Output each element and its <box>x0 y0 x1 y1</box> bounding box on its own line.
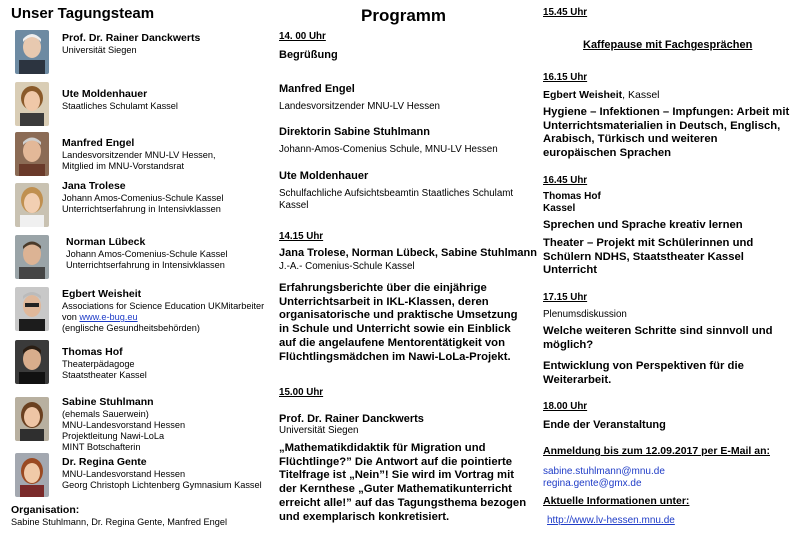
speaker-engel: Manfred Engel <box>279 83 355 95</box>
portrait-moldenhauer <box>15 82 49 126</box>
member-engel: Manfred Engel Landesvorsitzender MNU-LV Hessen, Mitglied im MNU-Vorstandsrat <box>62 137 216 171</box>
registration-heading: Anmeldung bis zum 12.09.2017 per E-Mail an: <box>543 445 770 457</box>
portrait-gente <box>15 453 49 497</box>
session-1500-university: Universität Siegen <box>279 425 359 436</box>
team-heading: Unser Tagungsteam <box>11 5 155 22</box>
registration-emails <box>543 466 665 490</box>
session-1500-description: „Mathematikdidaktik für Migration und Flüchtlinge?” Die Antwort auf die pointierte Titelfrage ist „Nein”! Sie wird im Vortrag mit der Kernthese „Guter Mathematikunterricht erreicht alle!” auf das Tagungsthema bezogen und exemplarisch konkretisiert. <box>279 442 527 523</box>
time-1645: 16.45 Uhr <box>543 175 588 186</box>
member-weisheit: Egbert Weisheit Associations for Science Education UKMitarbeiter von www.e-bug.eu (englische Gesundheitsbehörden) <box>62 288 265 333</box>
member-hof: Thomas Hof Theaterpädagoge Staatstheater Kassel <box>62 346 147 380</box>
organisation: Organisation: Sabine Stuhlmann, Dr. Regina Gente, Manfred Engel <box>11 504 228 527</box>
member-gente: Dr. Regina Gente MNU-Landesvorstand Hessen Georg Christoph Lichtenberg Gymnasium Kassel <box>62 456 262 490</box>
coffee-break: Kaffepause mit Fachgesprächen <box>583 39 753 51</box>
time-1800: 18.00 Uhr <box>543 401 588 412</box>
portrait-luebeck <box>15 235 49 279</box>
time-1415: 14.15 Uhr <box>279 231 324 242</box>
email-stuhlmann-link[interactable]: sabine.stuhlmann@mnu.de <box>543 466 665 477</box>
speaker-stuhlmann-role: Johann-Amos-Comenius Schule, MNU-LV Hessen <box>279 144 498 155</box>
portrait-hof <box>15 340 49 384</box>
member-moldenhauer: Ute Moldenhauer Staatliches Schulamt Kassel <box>62 88 178 111</box>
plenum-perspective: Entwicklung von Perspektiven für die Weiterarbeit. <box>543 360 744 386</box>
portrait-weisheit <box>15 287 49 331</box>
speaker-engel-role: Landesvorsitzender MNU-LV Hessen <box>279 101 440 112</box>
end-of-event: Ende der Veranstaltung <box>543 419 666 431</box>
session-1615-description: Hygiene – Infektionen – Impfungen: Arbeit mit Unterrichtsmaterialien in Deutsch, Englisch, Arabisch, Türkisch und weiteren europäischen Sprachen <box>543 106 790 160</box>
session-1615-speaker: Egbert Weisheit, Kassel <box>543 89 660 101</box>
member-stuhlmann: Sabine Stuhlmann (ehemals Sauerwein) MNU-Landesvorstand Hessen Projektleitung Nawi-LoLa MINT Botschafterin <box>62 396 186 452</box>
portrait-stuhlmann <box>15 397 49 441</box>
session-1500-speaker: Prof. Dr. Rainer Danckwerts <box>279 413 424 425</box>
time-1545: 15.45 Uhr <box>543 7 588 18</box>
portrait-danckwerts <box>15 30 49 74</box>
session-1645-title: Sprechen und Sprache kreativ lernen <box>543 219 743 231</box>
session-1415-speakers: Jana Trolese, Norman Lübeck, Sabine Stuhlmann <box>279 247 537 259</box>
speaker-stuhlmann: Direktorin Sabine Stuhlmann <box>279 126 430 138</box>
session-1415-school: J.-A.- Comenius-Schule Kassel <box>279 261 415 272</box>
programm-title: Programm <box>361 6 447 25</box>
session-1645-speaker: Thomas Hof Kassel <box>543 191 601 214</box>
website-link[interactable]: http://www.lv-hessen.mnu.de <box>547 515 675 526</box>
member-trolese: Jana Trolese Johann Amos-Comenius-Schule Kassel Unterrichtserfahrung in Intensivklassen <box>62 180 224 214</box>
speaker-moldenhauer: Ute Moldenhauer <box>279 170 369 182</box>
begruessung: Begrüßung <box>279 49 338 61</box>
info-heading: Aktuelle Informationen unter: <box>543 495 690 507</box>
time-1615: 16.15 Uhr <box>543 72 588 83</box>
member-danckwerts: Prof. Dr. Rainer Danckwerts Universität Siegen <box>62 32 201 55</box>
portrait-trolese <box>15 183 49 227</box>
member-luebeck: Norman Lübeck Johann Amos-Comenius-Schule Kassel Unterrichtserfahrung in Intensivklassen <box>66 236 228 270</box>
session-1645-description: Theater – Projekt mit Schülerinnen und Schülern NDHS, Staatstheater Kassel Unterricht <box>543 237 754 277</box>
email-gente-link[interactable]: regina.gente@gmx.de <box>543 478 642 489</box>
time-1715: 17.15 Uhr <box>543 292 588 303</box>
session-1415-description: Erfahrungsberichte über die einjährige Unterrichtsarbeit in IKL-Klassen, deren organisatorische und praktische Umsetzung in Schule und Unterricht sowie ein Einblick auf die angelaufene Mentorentätigkeit von Flüchtlingsmädchen im Nawi-LoLa-Projekt. <box>279 282 518 363</box>
plenum-question: Welche weiteren Schritte sind sinnvoll und möglich? <box>543 325 773 351</box>
e-bug-link[interactable]: www.e-bug.eu <box>79 312 138 322</box>
time-1500: 15.00 Uhr <box>279 387 324 398</box>
portrait-engel <box>15 132 49 176</box>
time-1400: 14. 00 Uhr <box>279 31 326 42</box>
speaker-moldenhauer-role: Schulfachliche Aufsichtsbeamtin Staatliches Schulamt Kassel <box>279 188 514 211</box>
plenum-label: Plenumsdiskussion <box>543 309 627 320</box>
